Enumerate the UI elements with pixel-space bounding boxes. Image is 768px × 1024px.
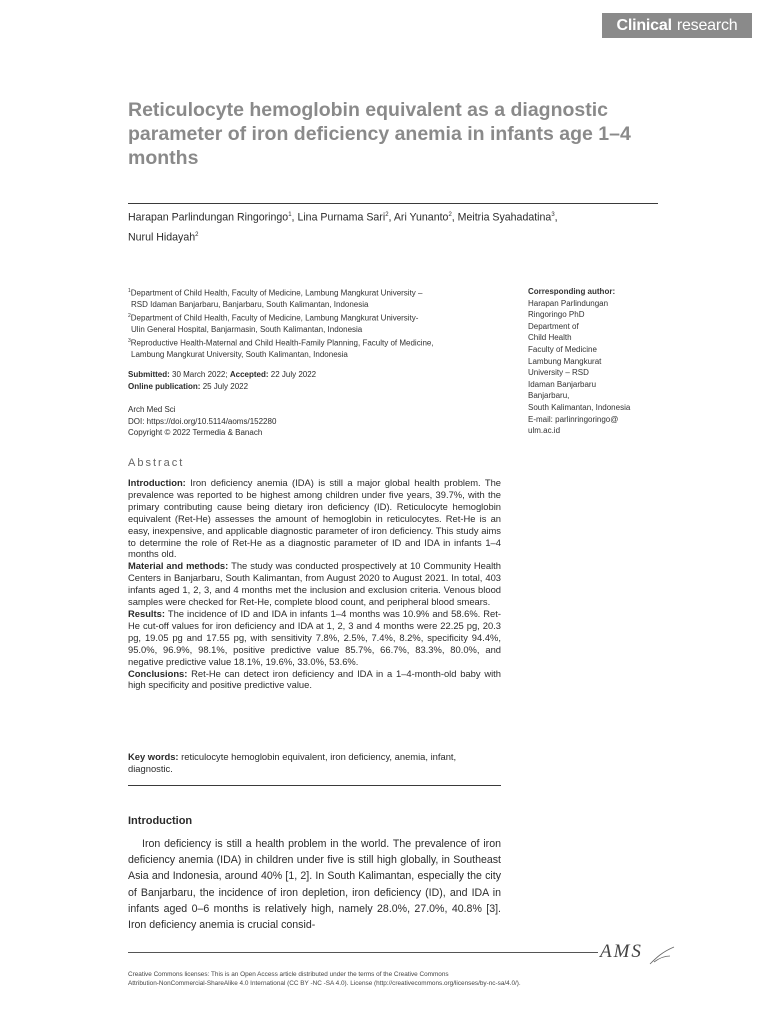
author-list	[128, 207, 648, 246]
author-name: Nurul Hidayah	[128, 231, 196, 244]
author-affil-mark: 2	[195, 231, 199, 238]
publication-dates	[128, 369, 508, 392]
submitted-label: Submitted:	[128, 370, 170, 379]
author-affil-mark: 2	[385, 212, 389, 218]
author-name: Lina Purnama Sari	[297, 211, 386, 224]
copyright: Copyright © 2022 Termedia & Banach	[128, 428, 263, 438]
affiliation-line: RSD Idaman Banjarbaru, Banjarbaru, South Kalimantan, Indonesia	[131, 300, 369, 310]
affiliation-line: Department of Child Health, Faculty of Medicine, Lambung Mangkurat University-	[130, 313, 419, 323]
author-name: Harapan Parlindungan Ringoringo	[128, 211, 289, 224]
affiliation-item	[128, 336, 508, 361]
abstract-results	[128, 608, 501, 668]
abstract-heading: Abstract	[128, 457, 185, 469]
corresponding-line: University – RSD	[528, 368, 589, 378]
author-affil-mark: 3	[551, 212, 555, 218]
footer-rule	[128, 952, 598, 953]
corresponding-email[interactable]: E-mail: parlinringoringo@	[528, 414, 619, 424]
corresponding-email[interactable]: ulm.ac.id	[528, 426, 561, 436]
journal-name: Arch Med Sci	[128, 405, 176, 414]
license-line: Creative Commons licenses: This is an Open Access article distributed under the terms of the Creative Commons	[128, 971, 449, 978]
affiliations	[128, 286, 508, 361]
corresponding-line: Faculty of Medicine	[528, 344, 597, 354]
affiliation-line: Reproductive Health-Maternal and Child Health-Family Planning, Faculty of Medicine,	[130, 338, 434, 348]
ams-logo: AMS	[600, 941, 643, 962]
author-separator: ,	[451, 211, 458, 224]
introduction-heading: Introduction	[128, 815, 193, 827]
corresponding-line: Banjarbaru,	[528, 391, 570, 401]
title-rule	[128, 203, 658, 204]
section-tag-rest: research	[676, 16, 738, 34]
author-separator: ,	[554, 211, 558, 224]
abstract-body	[128, 477, 501, 691]
corresponding-author	[528, 286, 668, 437]
abstract-conclusions-text: Ret-He can detect iron deficiency and IDA in a 1–4-month-old baby with high specificity and positive predictive value.	[128, 667, 501, 691]
corresponding-line: Department of	[528, 321, 579, 331]
abstract-methods-label: Material and methods:	[128, 560, 229, 572]
abstract-results-label: Results:	[128, 607, 165, 619]
corresponding-line: Lambung Mangkurat	[528, 356, 602, 366]
affiliation-item	[128, 286, 508, 311]
corresponding-line: Ringoringo PhD	[528, 310, 585, 320]
abstract-methods	[128, 560, 501, 608]
abstract-methods-text: The study was conducted prospectively at 10 Community Health Centers in Banjarbaru, South Kalimantan, from August 2020 to August 2021. In total, 403 infants aged 1, 2, 3, and 4 months met the inclusion and exclusion criteria. Venous blood samples were checked for Ret-He, complete blood count, and peripheral blood smears.	[128, 560, 502, 608]
keywords-text: reticulocyte hemoglobin equivalent, iron deficiency, anemia, infant, diagnostic.	[128, 751, 457, 774]
affiliation-line: Department of Child Health, Faculty of Medicine, Lambung Mangkurat University –	[130, 288, 423, 298]
abstract-intro-text: Iron deficiency anemia (IDA) is still a major global health problem. The prevalence was reported to be highest among children under five years, 39.7%, with the primary contributing cause being dietary iron deficiency (ID). Reticulocyte hemoglobin equivalent (Ret-He) assesses the amount of hemoglobin in reticulocytes. Ret-He is an easy, inexpensive, and applicable diagnostic parameter of iron deficiency. This study aims to determine the role of Ret-He as a diagnostic parameter of ID and IDA in infants 1–4 months old.	[128, 477, 501, 560]
abstract-conclusions-label: Conclusions:	[128, 667, 188, 679]
abstract-rule	[128, 785, 501, 786]
introduction-paragraph: Iron deficiency is still a health problem in the world. The prevalence of iron deficiency anemia (IDA) in children under five is still high globally, in Southeast Asia and Indonesia, around 40% [1, 2]. In South Kalimantan, especially the city of Banjarbaru, the incidence of iron depletion, iron deficiency (ID), and IDA in infants aged 0–6 months is relatively high, namely 28.0%, 27.0%, 40.8% [3]. Iron deficiency anemia is crucial consid-	[128, 838, 501, 932]
doi-link[interactable]: DOI: https://doi.org/10.5114/aoms/152280	[128, 416, 277, 426]
journal-info	[128, 404, 508, 439]
corresponding-line: Idaman Banjarbaru	[528, 379, 597, 389]
section-tag-bold: Clinical	[616, 16, 672, 34]
affiliation-mark: 2	[128, 312, 131, 319]
accepted-date: 22 July 2022	[270, 370, 317, 379]
author-separator: ,	[291, 211, 298, 224]
affiliation-mark: 1	[128, 288, 131, 294]
author-name: Ari Yunanto	[393, 211, 449, 224]
affiliation-line: Lambung Mangkurat University, South Kalimantan, Indonesia	[131, 349, 348, 359]
author-affil-mark: 2	[448, 212, 452, 218]
author-affil-mark: 1	[288, 212, 292, 218]
abstract-intro-label: Introduction:	[128, 477, 186, 488]
abstract-conclusions	[128, 668, 501, 692]
article-title: Reticulocyte hemoglobin equivalent as a diagnostic parameter of iron deficiency anemia in infants age 1–4 months	[128, 99, 631, 169]
online-date: 25 July 2022	[202, 381, 249, 391]
license-text	[128, 970, 648, 988]
corresponding-line: South Kalimantan, Indonesia	[528, 402, 631, 412]
corresponding-line: Child Health	[528, 333, 572, 343]
affiliation-mark: 3	[128, 337, 131, 344]
abstract-introduction	[128, 477, 501, 560]
online-label: Online publication:	[128, 381, 201, 391]
abstract-results-text: The incidence of ID and IDA in infants 1–4 months was 10.9% and 58.6%. Ret-He cut-off values for iron deficiency and IDA at 1, 2, 3 and 4 months were 22.25 pg, 20.3 pg, 19.05 pg and 17.55 pg, with sensitivity 7.8%, 2.5%, 7.4%, 8.2%, specificity 94.4%, 95.0%, 96.9%, 98.1%, positive predictive value 85.7%, 66.7%, 83.3%, 80.0%, and negative predictive value 18.1%, 19.6%, 33.0%, 53.6%.	[128, 607, 501, 667]
submitted-date: 30 March 2022;	[172, 370, 228, 379]
author-name: Meitria Syahadatina	[457, 211, 552, 224]
accepted-label: Accepted:	[229, 370, 269, 379]
section-tag	[602, 13, 752, 38]
affiliation-item	[128, 311, 508, 336]
license-line[interactable]: Attribution-NonCommercial-ShareAlike 4.0 International (CC BY -NC -SA 4.0). License (http://creativecommons.org/licenses/by-nc-sa/4.0/).	[128, 980, 521, 987]
author-separator: ,	[388, 211, 394, 224]
ams-swash-icon	[648, 944, 678, 968]
keywords	[128, 751, 501, 775]
corresponding-line: Harapan Parlindungan	[528, 298, 609, 308]
corresponding-heading: Corresponding author:	[528, 287, 616, 296]
affiliation-line: Ulin General Hospital, Banjarmasin, South Kalimantan, Indonesia	[131, 325, 363, 335]
keywords-label: Key words:	[128, 751, 179, 762]
